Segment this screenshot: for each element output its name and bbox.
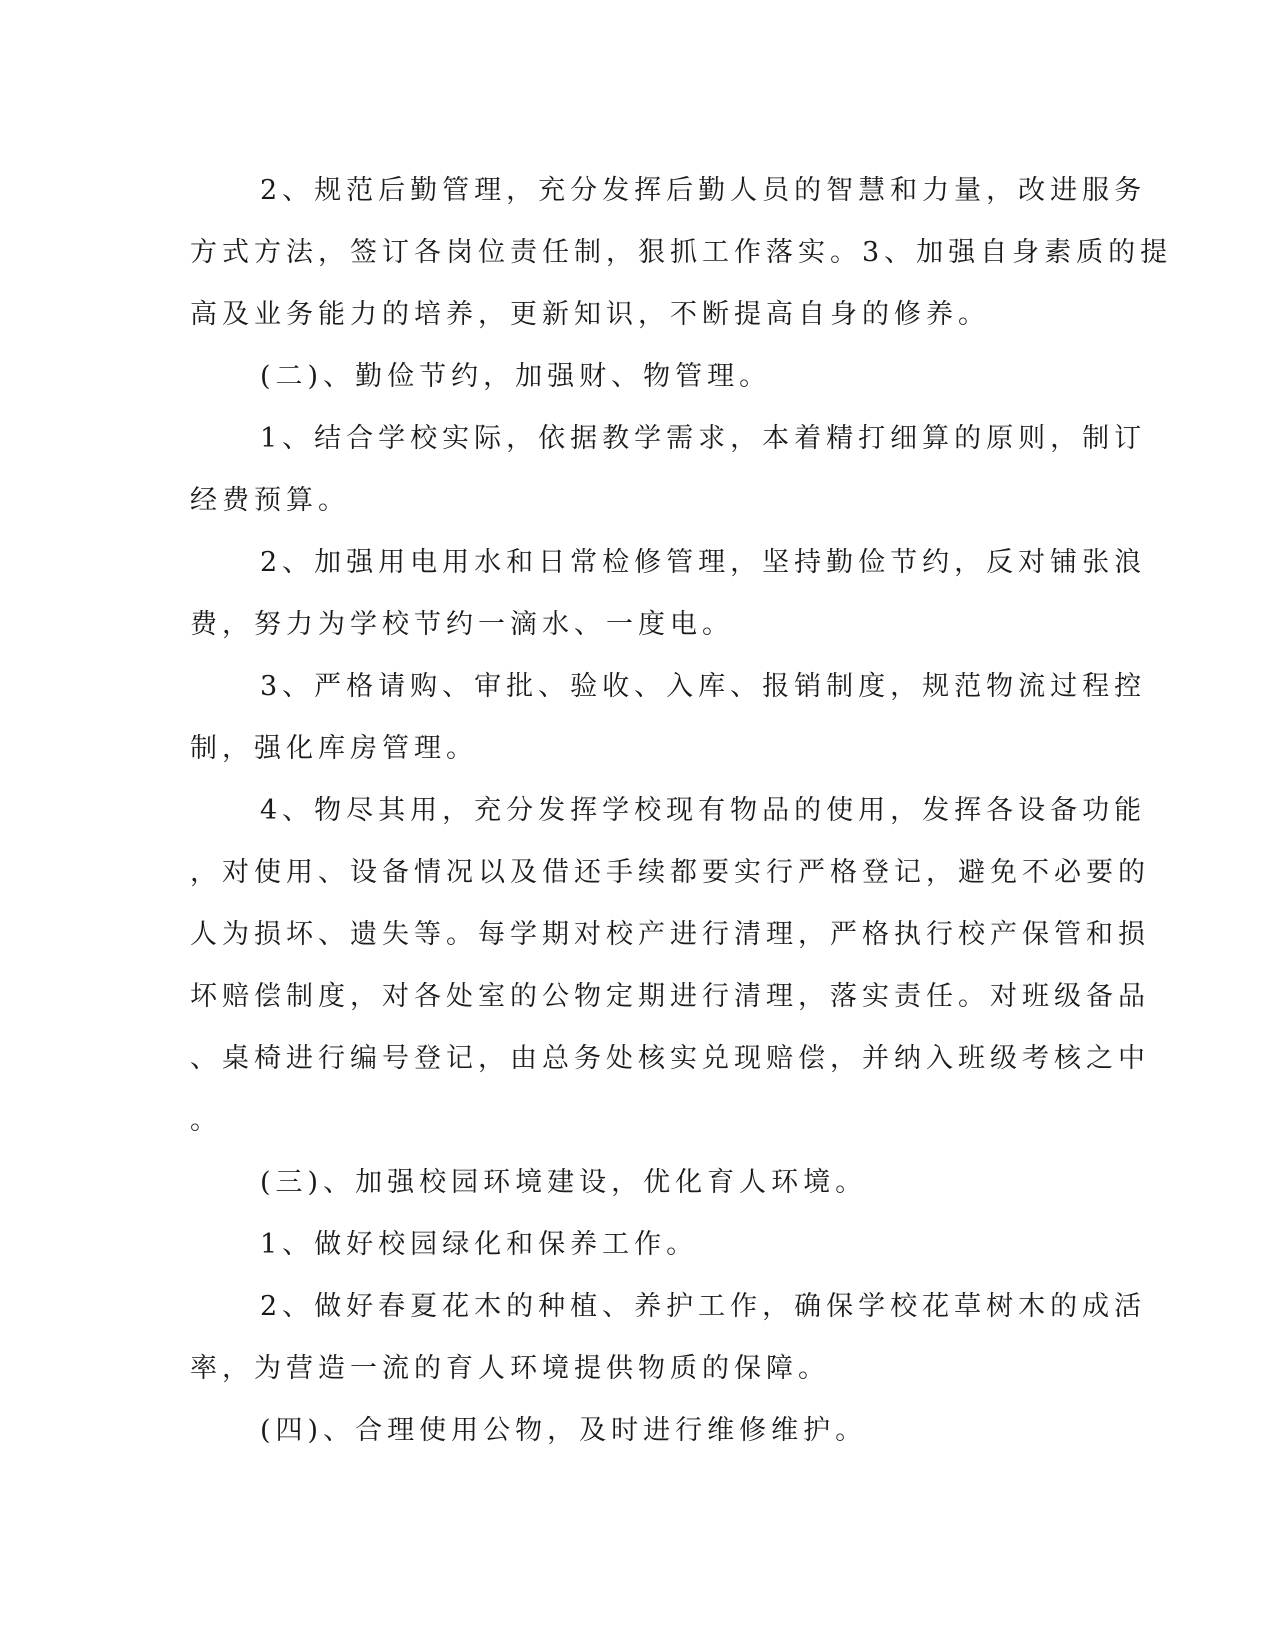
paragraph-line: ，对使用、设备情况以及借还手续都要实行严格登记，避免不必要的	[190, 857, 1150, 888]
paragraph-line: 。	[190, 1105, 222, 1136]
paragraph-line: 2、规范后勤管理，充分发挥后勤人员的智慧和力量，改进服务	[260, 175, 1147, 206]
paragraph-line: 制，强化库房管理。	[190, 733, 478, 764]
paragraph-line: 2、加强用电用水和日常检修管理，坚持勤俭节约，反对铺张浪	[260, 547, 1147, 578]
document-body	[190, 160, 1173, 1462]
paragraph-line: 率，为营造一流的育人环境提供物质的保障。	[190, 1353, 830, 1384]
paragraph-line: 2、做好春夏花木的种植、养护工作，确保学校花草树木的成活	[260, 1291, 1147, 1322]
paragraph-line: 、桌椅进行编号登记，由总务处核实兑现赔偿，并纳入班级考核之中	[190, 1043, 1150, 1074]
paragraph-line: 人为损坏、遗失等。每学期对校产进行清理，严格执行校产保管和损	[190, 919, 1150, 950]
section-heading: (三)、加强校园环境建设，优化育人环境。	[260, 1167, 868, 1198]
paragraph-line: 1、结合学校实际，依据教学需求，本着精打细算的原则，制订	[260, 423, 1147, 454]
paragraph-line: 1、做好校园绿化和保养工作。	[260, 1229, 699, 1260]
paragraph-line: 坏赔偿制度，对各处室的公物定期进行清理，落实责任。对班级备品	[190, 981, 1150, 1012]
paragraph-line: 高及业务能力的培养，更新知识，不断提高自身的修养。	[190, 299, 990, 330]
paragraph-line: 4、物尽其用，充分发挥学校现有物品的使用，发挥各设备功能	[260, 795, 1147, 826]
section-heading: (四)、合理使用公物，及时进行维修维护。	[260, 1415, 868, 1446]
section-heading: (二)、勤俭节约，加强财、物管理。	[260, 361, 772, 392]
paragraph-line: 3、严格请购、审批、验收、入库、报销制度，规范物流过程控	[260, 671, 1147, 702]
paragraph-line: 费，努力为学校节约一滴水、一度电。	[190, 609, 734, 640]
paragraph-line: 方式方法，签订各岗位责任制，狠抓工作落实。3、加强自身素质的提	[190, 237, 1173, 268]
paragraph-line: 经费预算。	[190, 485, 350, 516]
